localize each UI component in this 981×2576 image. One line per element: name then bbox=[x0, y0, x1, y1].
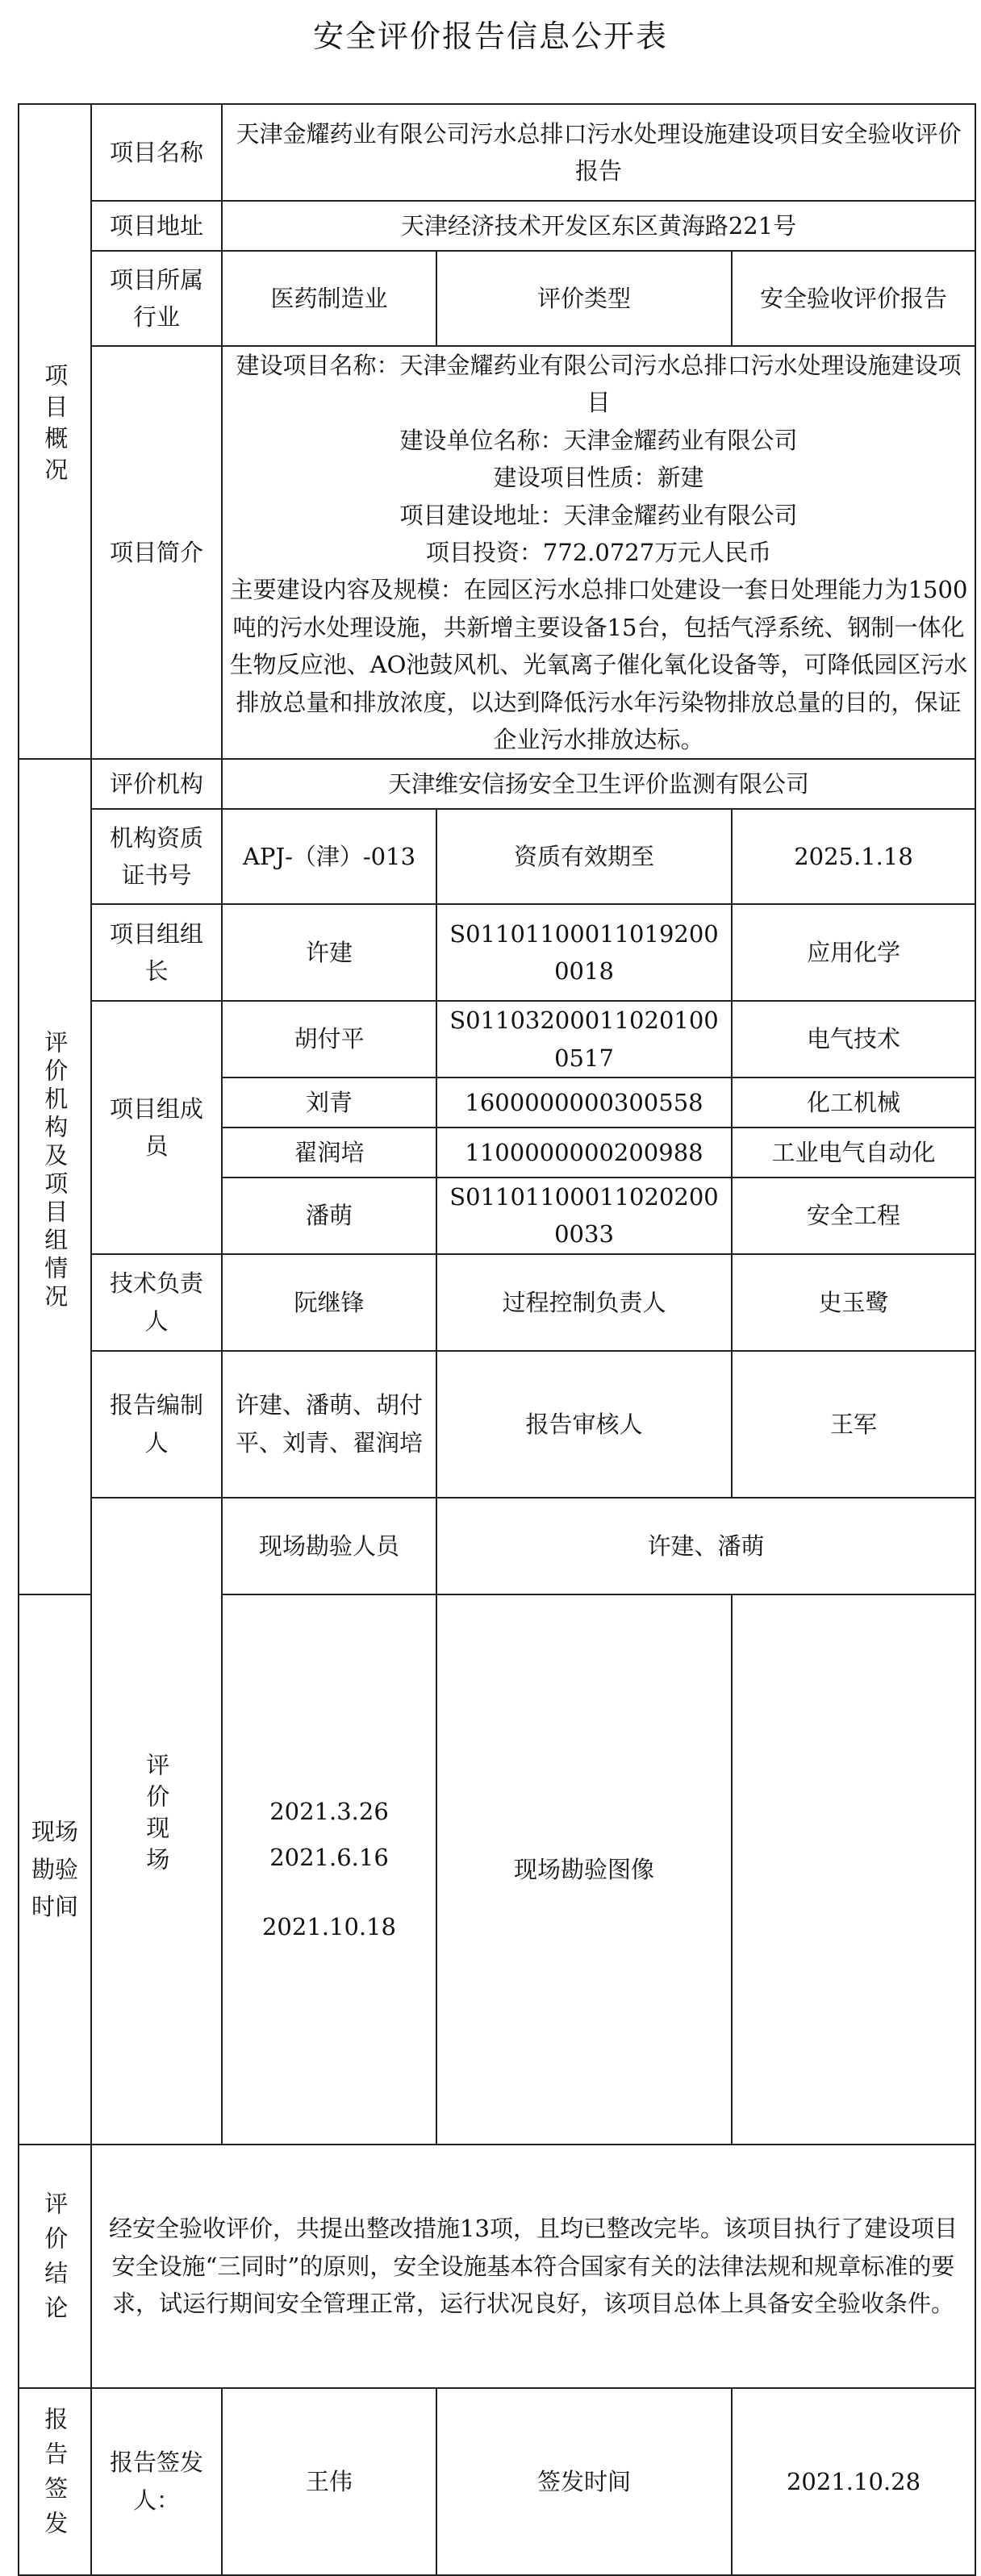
member-cert: 1100000000200988 bbox=[436, 1128, 732, 1178]
section-conclusion: 评价结论 bbox=[19, 2145, 91, 2388]
intro-line: 项目投资：772.0727万元人民币 bbox=[425, 538, 772, 566]
project-name-value: 天津金耀药业有限公司污水总排口污水处理设施建设项目安全验收评价报告 bbox=[222, 104, 975, 201]
member-name: 潘萌 bbox=[222, 1178, 436, 1254]
members-label: 项目组成员 bbox=[91, 1001, 222, 1254]
process-lead-label: 过程控制负责人 bbox=[436, 1254, 732, 1351]
member-major: 工业电气自动化 bbox=[732, 1128, 975, 1178]
valid-value: 2025.1.18 bbox=[732, 809, 975, 904]
section-overview: 项目概况 bbox=[19, 104, 91, 759]
site-time-label: 现场勘验时间 bbox=[19, 1594, 91, 2145]
valid-label: 资质有效期至 bbox=[436, 809, 732, 904]
compiler-label: 报告编制人 bbox=[91, 1351, 222, 1498]
issuer-label: 报告签发人： bbox=[91, 2388, 222, 2575]
issue-time-label: 签发时间 bbox=[436, 2388, 732, 2575]
industry-value: 医药制造业 bbox=[222, 251, 436, 346]
section-sign: 报告签发 bbox=[19, 2388, 91, 2575]
site-date: 2021.3.26 bbox=[269, 1798, 389, 1826]
leader-label: 项目组组长 bbox=[91, 904, 222, 1001]
reviewer-label: 报告审核人 bbox=[436, 1351, 732, 1498]
member-name: 刘青 bbox=[222, 1078, 436, 1128]
agency-label: 评价机构 bbox=[91, 759, 222, 809]
section-org: 评价机构及项目组情况 bbox=[19, 759, 91, 1594]
member-cert: S011011000110202000033 bbox=[436, 1178, 732, 1254]
member-name: 胡付平 bbox=[222, 1001, 436, 1078]
process-lead-value: 史玉鹭 bbox=[732, 1254, 975, 1351]
site-image-cell bbox=[732, 1594, 975, 2145]
site-date: 2021.10.18 bbox=[261, 1913, 397, 1941]
tech-lead-label: 技术负责人 bbox=[91, 1254, 222, 1351]
site-staff-label: 现场勘验人员 bbox=[222, 1498, 436, 1594]
tech-lead-value: 阮继锋 bbox=[222, 1254, 436, 1351]
cert-label: 机构资质证书号 bbox=[91, 809, 222, 904]
member-major: 安全工程 bbox=[732, 1178, 975, 1254]
eval-type-value: 安全验收评价报告 bbox=[732, 251, 975, 346]
issue-time-value: 2021.10.28 bbox=[732, 2388, 975, 2575]
agency-value: 天津维安信扬安全卫生评价监测有限公司 bbox=[222, 759, 975, 809]
member-cert: S011032000110201000517 bbox=[436, 1001, 732, 1078]
leader-cert: S011011000110192000018 bbox=[436, 904, 732, 1001]
site-staff-value: 许建、潘萌 bbox=[436, 1498, 975, 1594]
member-name: 翟润培 bbox=[222, 1128, 436, 1178]
info-table bbox=[18, 103, 976, 2576]
cert-value: APJ-（津）-013 bbox=[222, 809, 436, 904]
eval-type-label: 评价类型 bbox=[436, 251, 732, 346]
page-title: 安全评价报告信息公开表 bbox=[312, 19, 668, 54]
project-name-label: 项目名称 bbox=[91, 104, 222, 201]
intro-line: 建设项目性质：新建 bbox=[493, 464, 704, 492]
site-date: 2021.6.16 bbox=[269, 1843, 389, 1871]
intro-text bbox=[222, 346, 975, 759]
project-address-label: 项目地址 bbox=[91, 201, 222, 251]
intro-line: 建设单位名称：天津金耀药业有限公司 bbox=[399, 426, 798, 454]
intro-line: 建设项目名称：天津金耀药业有限公司污水总排口污水处理设施建设项目 bbox=[236, 352, 962, 417]
intro-line: 主要建设内容及规模：在园区污水总排口处建设一套日处理能力为1500吨的污水处理设施，共新增主要设备15台，包括气浮系统、钢制一体化生物反应池、AO池鼓风机、光氧离子催化氧化设备等，可降低园区污水排放总量和排放浓度，以达到降低污水年污染物排放总量的目的，保证企业污水排放达标。 bbox=[229, 576, 968, 753]
conclusion-text: 经安全验收评价，共提出整改措施13项，且均已整改完毕。该项目执行了建设项目安全设施“三同时”的原则，安全设施基本符合国家有关的法律法规和规章标准的要求，试运行期间安全管理正常，运行状况良好，该项目总体上具备安全验收条件。 bbox=[91, 2145, 975, 2388]
member-major: 化工机械 bbox=[732, 1078, 975, 1128]
site-dates bbox=[222, 1594, 436, 2145]
issuer-value: 王伟 bbox=[222, 2388, 436, 2575]
site-image-label: 现场勘验图像 bbox=[436, 1594, 732, 2145]
intro-line: 项目建设地址：天津金耀药业有限公司 bbox=[399, 501, 798, 529]
reviewer-value: 王军 bbox=[732, 1351, 975, 1498]
leader-name: 许建 bbox=[222, 904, 436, 1001]
section-site: 评价现场 bbox=[91, 1498, 222, 2145]
leader-major: 应用化学 bbox=[732, 904, 975, 1001]
compiler-value: 许建、潘萌、胡付平、刘青、翟润培 bbox=[222, 1351, 436, 1498]
project-address-value: 天津经济技术开发区东区黄海路221号 bbox=[222, 201, 975, 251]
member-cert: 1600000000300558 bbox=[436, 1078, 732, 1128]
intro-label: 项目简介 bbox=[91, 346, 222, 759]
member-major: 电气技术 bbox=[732, 1001, 975, 1078]
industry-label: 项目所属行业 bbox=[91, 251, 222, 346]
